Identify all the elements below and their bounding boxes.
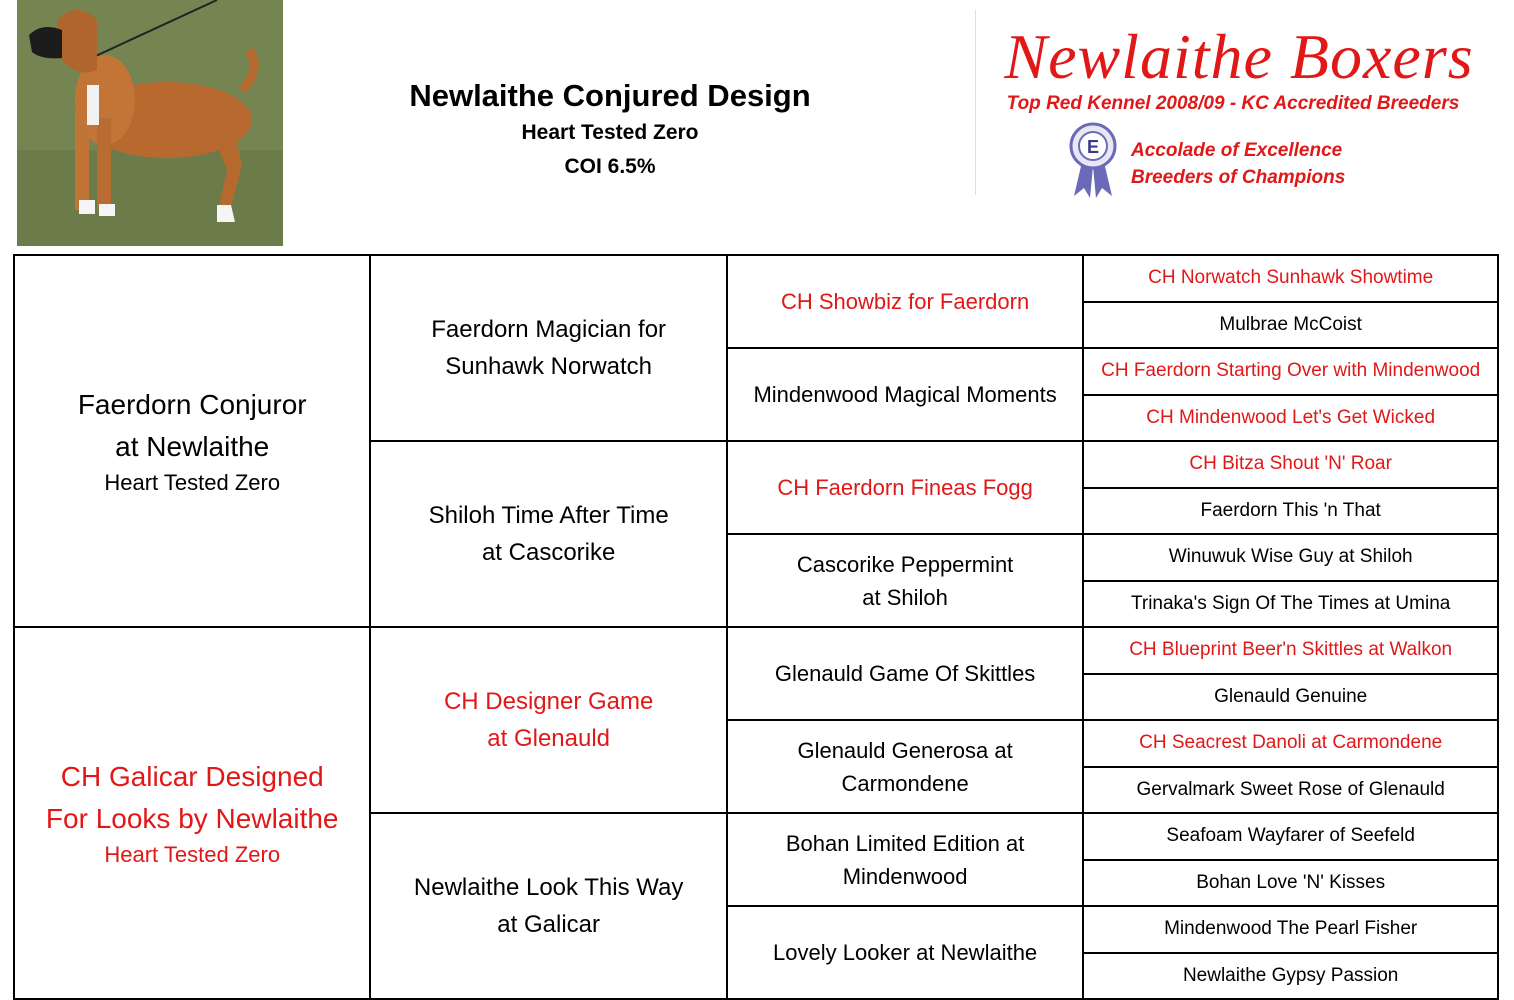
- gen4-cell: Glenauld Genuine: [1083, 674, 1498, 721]
- gen3-line1: Mindenwood Magical Moments: [753, 382, 1057, 407]
- dam-cell: [14, 627, 370, 999]
- gen4-cell: CH Blueprint Beer'n Skittles at Walkon: [1083, 627, 1498, 674]
- pedigree-table: [13, 254, 1499, 1000]
- gen3-line2: at Shiloh: [862, 584, 948, 610]
- gen3-cell: [727, 534, 1083, 627]
- gen4-cell: Mindenwood The Pearl Fisher: [1083, 906, 1498, 953]
- gen3-line1: Glenauld Game Of Skittles: [774, 661, 1036, 686]
- header-title-block: [380, 76, 840, 184]
- kennel-logo: [975, 10, 1506, 195]
- gen4-cell: CH Norwatch Sunhawk Showtime: [1083, 255, 1498, 302]
- kennel-tagline: Top Red Kennel 2008/09 - KC Accredited Breeders: [1006, 93, 1460, 114]
- gen2-sire-sire-cell: [370, 255, 726, 441]
- gen2-line2: Sunhawk Norwatch: [445, 353, 653, 380]
- gen3-line1: Cascorike Peppermint: [796, 551, 1014, 577]
- gen2-line2: at Galicar: [497, 911, 600, 938]
- gen3-cell: [727, 348, 1083, 441]
- gen3-line2: Mindenwood: [842, 863, 968, 889]
- gen4-cell: CH Bitza Shout 'N' Roar: [1083, 441, 1498, 488]
- gen4-cell: Mulbrae McCoist: [1083, 302, 1498, 349]
- gen3-line1: Bohan Limited Edition at: [785, 830, 1025, 856]
- gen2-dam-dam-cell: [370, 813, 726, 999]
- gen2-line1: Newlaithe Look This Way: [413, 874, 684, 901]
- gen2-sire-dam-cell: [370, 441, 726, 627]
- dam-name-line2: For Looks by Newlaithe: [45, 803, 339, 834]
- dog-name-title: Newlaithe Conjured Design: [409, 78, 811, 113]
- dog-photo: [17, 0, 283, 246]
- gen3-cell: [727, 441, 1083, 534]
- gen3-cell: [727, 906, 1083, 999]
- gen2-line2: at Glenauld: [487, 725, 611, 752]
- gen4-cell: CH Faerdorn Starting Over with Mindenwood: [1083, 348, 1498, 395]
- gen3-line1: CH Faerdorn Fineas Fogg: [777, 475, 1033, 500]
- gen3-cell: [727, 720, 1083, 813]
- rosette-icon: [1068, 122, 1118, 198]
- gen3-line1: Lovely Looker at Newlaithe: [773, 940, 1038, 965]
- heart-test-label: Heart Tested Zero: [521, 121, 699, 144]
- sire-heart-note: Heart Tested Zero: [104, 470, 281, 495]
- rosette-letter: E: [1086, 137, 1100, 157]
- dam-heart-note: Heart Tested Zero: [104, 842, 281, 867]
- gen3-cell: [727, 255, 1083, 348]
- gen3-line1: CH Showbiz for Faerdorn: [780, 289, 1030, 314]
- gen4-cell: CH Mindenwood Let's Get Wicked: [1083, 395, 1498, 442]
- breeders-line: Breeders of Champions: [1131, 167, 1346, 188]
- coi-label: COI 6.5%: [564, 155, 656, 178]
- gen2-dam-sire-cell: [370, 627, 726, 813]
- gen3-cell: [727, 813, 1083, 906]
- sire-cell: [14, 255, 370, 627]
- dam-name-line1: CH Galicar Designed: [60, 761, 324, 792]
- gen3-line2: Carmondene: [841, 770, 969, 796]
- gen4-cell: Newlaithe Gypsy Passion: [1083, 953, 1498, 1000]
- boxer-dog-image: [17, 0, 283, 246]
- accolade-line: Accolade of Excellence: [1131, 140, 1343, 161]
- gen4-cell: Bohan Love 'N' Kisses: [1083, 860, 1498, 907]
- gen3-line1: Glenauld Generosa at: [797, 737, 1013, 763]
- gen4-cell: Winuwuk Wise Guy at Shiloh: [1083, 534, 1498, 581]
- kennel-brand-name: Newlaithe Boxers: [1004, 21, 1474, 92]
- gen2-line1: CH Designer Game: [443, 688, 654, 715]
- sire-name-line2: at Newlaithe: [115, 431, 270, 462]
- gen2-line1: Shiloh Time After Time: [428, 502, 669, 529]
- gen3-cell: [727, 627, 1083, 720]
- gen2-line1: Faerdorn Magician for: [431, 316, 667, 343]
- gen4-cell: Faerdorn This 'n That: [1083, 488, 1498, 535]
- sire-name-line1: Faerdorn Conjuror: [77, 389, 307, 420]
- gen4-cell: Seafoam Wayfarer of Seefeld: [1083, 813, 1498, 860]
- gen2-line2: at Cascorike: [481, 539, 616, 566]
- gen4-cell: CH Seacrest Danoli at Carmondene: [1083, 720, 1498, 767]
- gen4-cell: Trinaka's Sign Of The Times at Umina: [1083, 581, 1498, 628]
- gen4-cell: Gervalmark Sweet Rose of Glenauld: [1083, 767, 1498, 814]
